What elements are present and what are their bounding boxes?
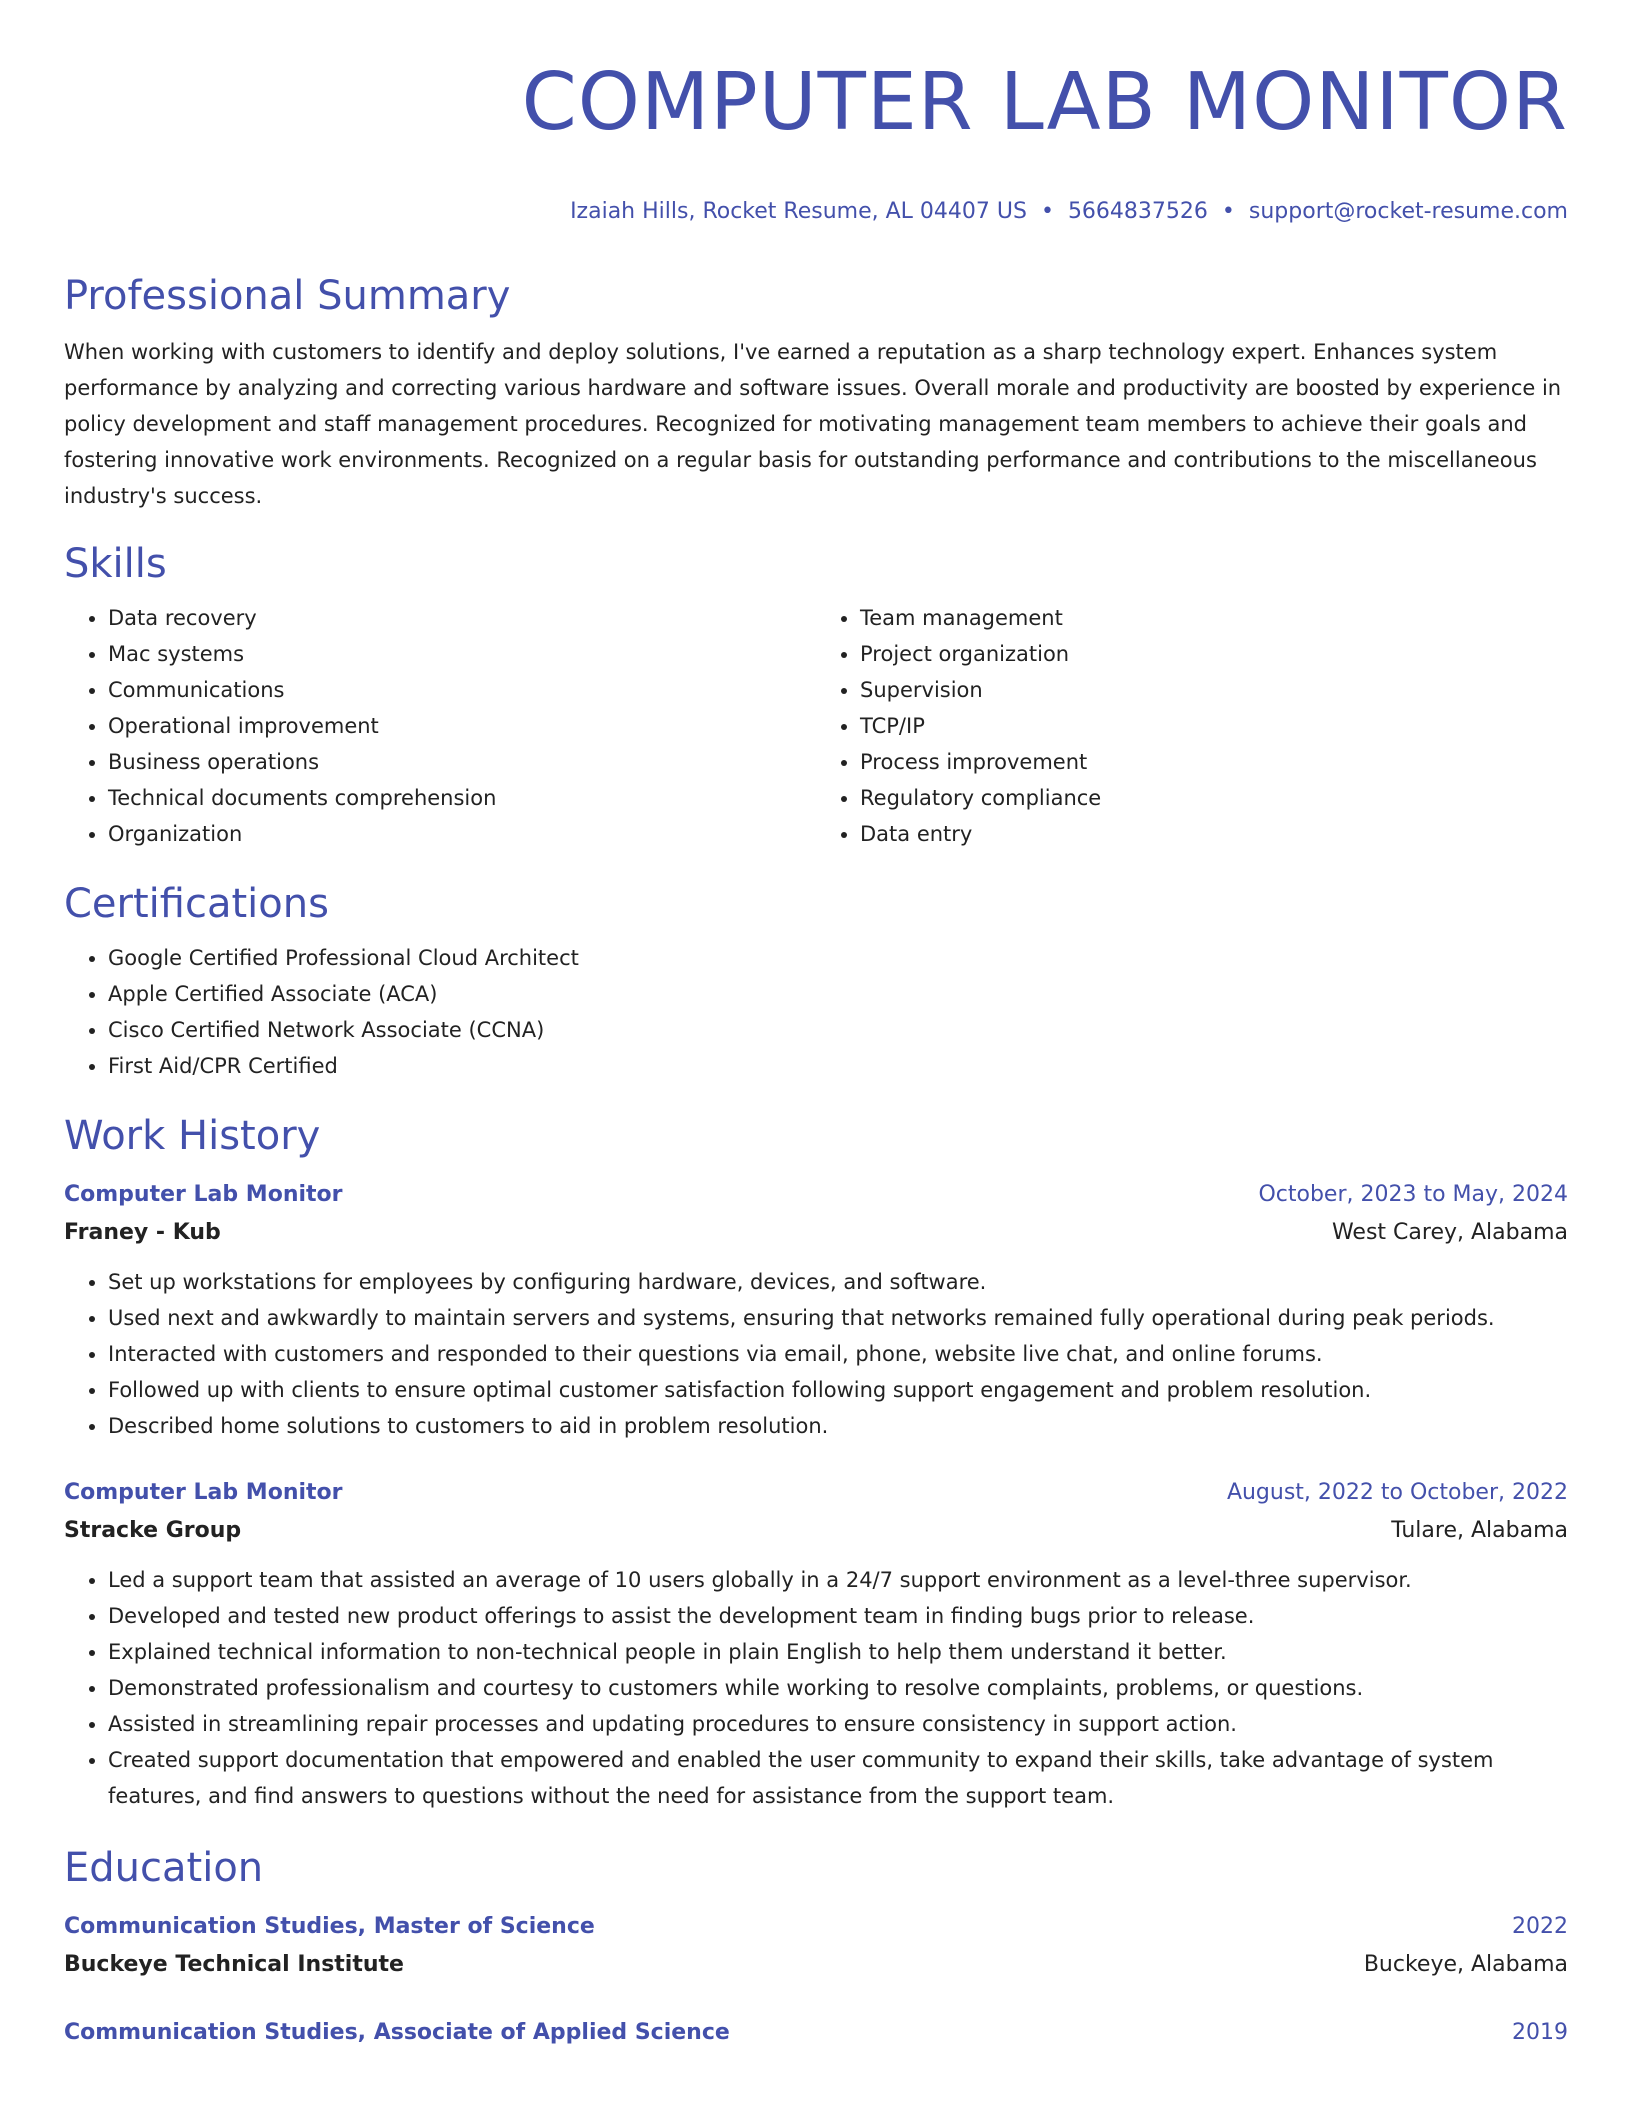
education-degree: Communication Studies, Associate of Applied Science bbox=[64, 2020, 730, 2045]
education-school: Buckeye Technical Institute bbox=[64, 1952, 404, 1977]
skill-item: • Operational improvement bbox=[108, 708, 816, 744]
contact-phone: 5664837526 bbox=[1067, 199, 1208, 224]
education-heading: Education bbox=[64, 1845, 264, 1891]
job-bullet: • Led a support team that assisted an average of 10 users globally in a 24/7 support environment as a level-three supervisor. bbox=[108, 1562, 1568, 1598]
certifications-list bbox=[64, 940, 1568, 1084]
job-dates: October, 2023 to May, 2024 bbox=[1258, 1182, 1568, 1207]
job-entry bbox=[64, 1176, 1568, 1444]
job-bullet: • Explained technical information to non-technical people in plain English to help them understand it better. bbox=[108, 1634, 1568, 1670]
job-bullet: • Created support documentation that empowered and enabled the user community to expand their skills, take advantage of system features, and find answers to questions without the need for assistance from the support team. bbox=[108, 1742, 1568, 1814]
skill-item: • Process improvement bbox=[860, 744, 1568, 780]
contact-separator: • bbox=[1040, 199, 1054, 224]
job-company-row bbox=[64, 1512, 1568, 1550]
job-bullet: • Demonstrated professionalism and courtesy to customers while working to resolve complaints, problems, or questions. bbox=[108, 1670, 1568, 1706]
certification-item: • Cisco Certified Network Associate (CCNA) bbox=[108, 1012, 1568, 1048]
skill-item: • TCP/IP bbox=[860, 708, 1568, 744]
skill-item: • Technical documents comprehension bbox=[108, 780, 816, 816]
resume-title: COMPUTER LAB MONITOR bbox=[521, 56, 1568, 148]
summary-text: When working with customers to identify and deploy solutions, I've earned a reputation as a sharp technology expert. Enhances system performance by analyzing and correcting various hardware and software issues. Overall morale and productivity are boosted by experience in policy development and staff management procedures. Recognized for motivating management team members to achieve their goals and fostering innovative work environments. Recognized on a regular basis for outstanding performance and contributions to the miscellaneous industry's success. bbox=[64, 340, 1562, 508]
job-bullet: • Developed and tested new product offerings to assist the development team in finding bugs prior to release. bbox=[108, 1598, 1568, 1634]
skills-columns bbox=[64, 600, 1568, 852]
certification-item: • Google Certified Professional Cloud Architect bbox=[108, 940, 1568, 976]
job-bullet: • Described home solutions to customers to aid in problem resolution. bbox=[108, 1408, 1568, 1444]
job-bullet: • Set up workstations for employees by configuring hardware, devices, and software. bbox=[108, 1264, 1568, 1300]
job-title: Computer Lab Monitor bbox=[64, 1480, 343, 1505]
job-bullet: • Assisted in streamlining repair processes and updating procedures to ensure consistency in support action. bbox=[108, 1706, 1568, 1742]
job-title: Computer Lab Monitor bbox=[64, 1182, 343, 1207]
skill-item: • Mac systems bbox=[108, 636, 816, 672]
job-company: Franey - Kub bbox=[64, 1220, 221, 1245]
education-year: 2019 bbox=[1512, 2020, 1568, 2045]
job-company: Stracke Group bbox=[64, 1518, 242, 1543]
skill-item: • Regulatory compliance bbox=[860, 780, 1568, 816]
job-entry bbox=[64, 1474, 1568, 1814]
education-entry bbox=[64, 1908, 1568, 1984]
skill-item: • Organization bbox=[108, 816, 816, 852]
skill-item: • Team management bbox=[860, 600, 1568, 636]
job-bullet: • Interacted with customers and responded to their questions via email, phone, website live chat, and online forums. bbox=[108, 1336, 1568, 1372]
skills-right-list bbox=[816, 600, 1568, 852]
job-bullets bbox=[64, 1562, 1568, 1814]
resume-page bbox=[64, 0, 1568, 2052]
job-bullet: • Used next and awkwardly to maintain servers and systems, ensuring that networks remained fully operational during peak periods. bbox=[108, 1300, 1568, 1336]
education-year: 2022 bbox=[1512, 1914, 1568, 1939]
education-degree: Communication Studies, Master of Science bbox=[64, 1914, 595, 1939]
job-location: West Carey, Alabama bbox=[1331, 1220, 1568, 1245]
education-location: Buckeye, Alabama bbox=[1363, 1952, 1568, 1977]
certifications-heading: Certifications bbox=[64, 881, 329, 927]
job-header-row bbox=[64, 1474, 1568, 1512]
certification-item: • First Aid/CPR Certified bbox=[108, 1048, 1568, 1084]
job-location: Tulare, Alabama bbox=[1391, 1518, 1568, 1543]
contact-line bbox=[64, 196, 1568, 228]
summary-heading: Professional Summary bbox=[64, 273, 511, 319]
skill-item: • Business operations bbox=[108, 744, 816, 780]
skill-item: • Data recovery bbox=[108, 600, 816, 636]
contact-email: support@rocket-resume.com bbox=[1248, 199, 1568, 224]
education-header-row bbox=[64, 2014, 1568, 2052]
skill-item: • Supervision bbox=[860, 672, 1568, 708]
skill-item: • Communications bbox=[108, 672, 816, 708]
contact-separator: • bbox=[1221, 199, 1235, 224]
education-entry bbox=[64, 2014, 1568, 2052]
job-company-row bbox=[64, 1214, 1568, 1252]
job-header-row bbox=[64, 1176, 1568, 1214]
education-header-row bbox=[64, 1908, 1568, 1946]
job-bullet: • Followed up with clients to ensure optimal customer satisfaction following support engagement and problem resolution. bbox=[108, 1372, 1568, 1408]
work-history-heading: Work History bbox=[64, 1113, 321, 1159]
job-dates: August, 2022 to October, 2022 bbox=[1226, 1480, 1568, 1505]
skills-heading: Skills bbox=[64, 541, 167, 587]
skill-item: • Data entry bbox=[860, 816, 1568, 852]
job-bullets bbox=[64, 1264, 1568, 1444]
contact-address: Izaiah Hills, Rocket Resume, AL 04407 US bbox=[570, 199, 1027, 224]
skill-item: • Project organization bbox=[860, 636, 1568, 672]
skills-left-list bbox=[64, 600, 816, 852]
education-school-row bbox=[64, 1946, 1568, 1984]
certification-item: • Apple Certified Associate (ACA) bbox=[108, 976, 1568, 1012]
